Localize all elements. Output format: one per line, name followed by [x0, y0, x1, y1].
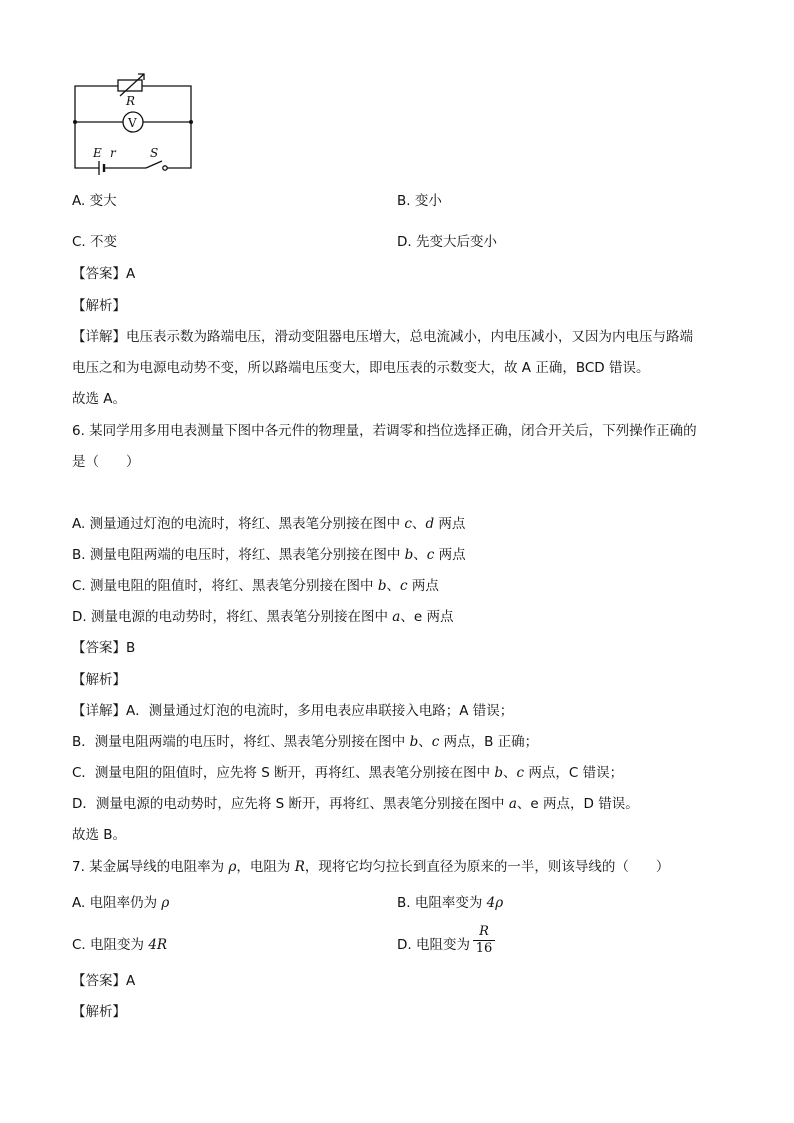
emf-label: E — [93, 146, 102, 160]
q6-stem-line2: 是（ ） — [72, 454, 140, 470]
q5-answer: 【答案】A — [72, 266, 136, 282]
circuit-diagram — [66, 68, 200, 178]
q6-stem-line1: 6. 某同学用多用电表测量下图中各元件的物理量，若调零和挡位选择正确，闭合开关后，下列操作正确的 — [72, 423, 697, 439]
q6-option-b: B. 测量电阻两端的电压时，将红、黑表笔分别接在图中 b、c 两点 — [72, 547, 466, 563]
rheostat-label: R — [126, 94, 136, 108]
q7-option-c: C. 电阻变为 4R — [72, 937, 168, 953]
q5-option-b: B. 变小 — [397, 193, 442, 209]
q6-option-c: C. 测量电阻的阻值时，将红、黑表笔分别接在图中 b、c 两点 — [72, 578, 439, 594]
q6-detail-d: D．测量电源的电动势时，应先将 S 断开，再将红、黑表笔分别接在图中 a、e 两点，D 错误。 — [72, 796, 639, 812]
q6-option-a: A. 测量通过灯泡的电流时，将红、黑表笔分别接在图中 c、d 两点 — [72, 516, 466, 532]
q5-analysis-title: 【解析】 — [72, 298, 126, 314]
voltmeter-label: V — [128, 116, 137, 130]
internal-resistance-label: r — [110, 146, 116, 160]
q7-analysis-title: 【解析】 — [72, 1004, 126, 1020]
q7-option-a: A. 电阻率仍为 ρ — [72, 895, 170, 911]
q6-detail-a: 【详解】A．测量通过灯泡的电流时，多用电表应串联接入电路；A 错误； — [72, 703, 514, 719]
q6-analysis-title: 【解析】 — [72, 672, 126, 688]
q5-conclusion: 故选 A。 — [72, 391, 127, 407]
q5-option-d: D. 先变大后变小 — [397, 234, 497, 250]
q5-detail-line2: 电压之和为电源电动势不变，所以路端电压变大，即电压表的示数变大，故 A 正确，BCD 错误。 — [72, 360, 650, 376]
q6-detail-b: B．测量电阻两端的电压时，将红、黑表笔分别接在图中 b、c 两点，B 正确； — [72, 734, 539, 750]
q6-conclusion: 故选 B。 — [72, 827, 127, 843]
q7-stem: 7. 某金属导线的电阻率为 ρ，电阻为 R，现将它均匀拉长到直径为原来的一半，则该导线的（ ） — [72, 859, 670, 875]
q6-option-d: D. 测量电源的电动势时，将红、黑表笔分别接在图中 a、e 两点 — [72, 609, 454, 625]
q7-answer: 【答案】A — [72, 973, 136, 989]
q5-option-c: C. 不变 — [72, 234, 118, 250]
switch-label: S — [150, 146, 159, 160]
q6-detail-c: C．测量电阻的阻值时，应先将 S 断开，再将红、黑表笔分别接在图中 b、c 两点，C 错误； — [72, 765, 624, 781]
q7-option-d-fraction: R 16 — [473, 925, 495, 956]
q7-option-b: B. 电阻率变为 4ρ — [397, 895, 504, 911]
q5-detail-line1: 【详解】电压表示数为路端电压，滑动变阻器电压增大，总电流减小，内电压减小，又因为内电压与路端 — [72, 329, 693, 345]
q7-option-d: D. 电阻变为 — [397, 937, 470, 953]
q5-option-a: A. 变大 — [72, 193, 117, 209]
q6-answer: 【答案】B — [72, 640, 136, 656]
